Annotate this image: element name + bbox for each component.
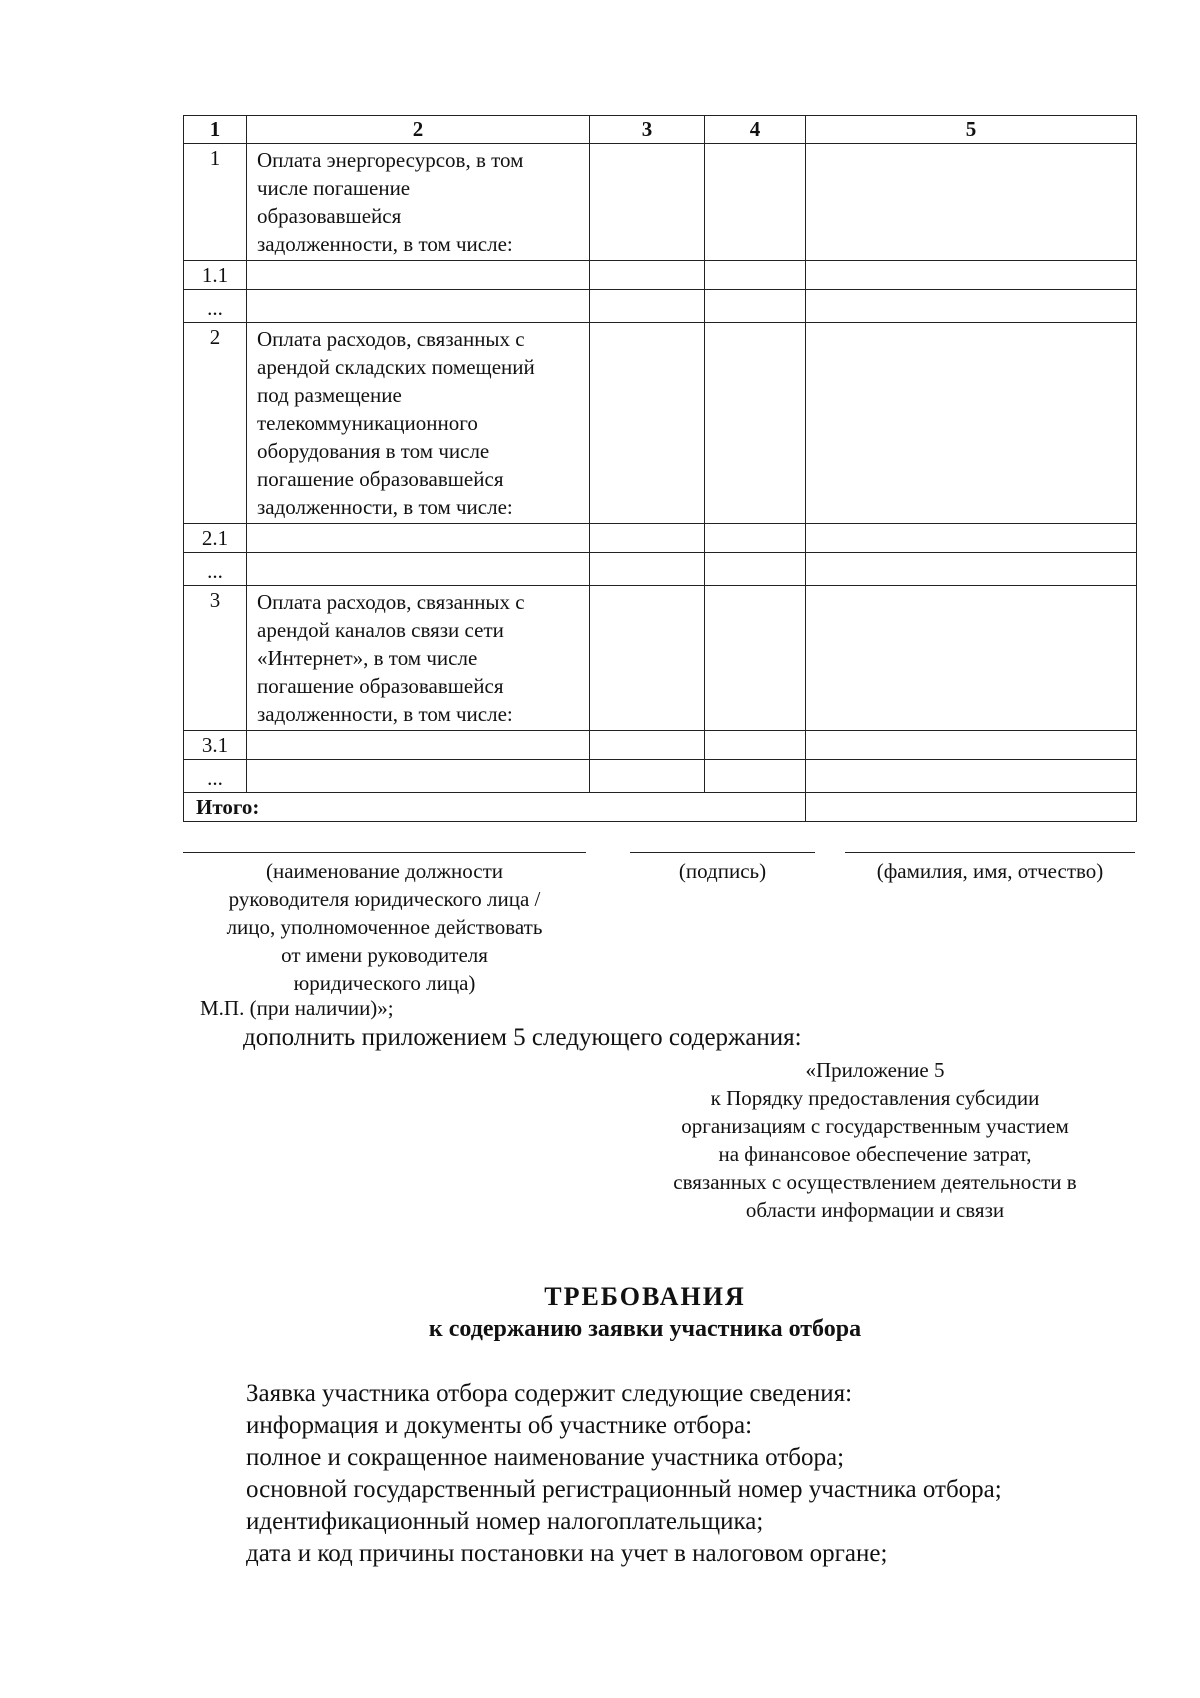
position-caption xyxy=(183,857,586,997)
table-cell xyxy=(247,553,590,586)
description-line: оборудования в том числе xyxy=(257,439,490,463)
table-cell xyxy=(806,144,1137,261)
description-line: погашение образовавшейся xyxy=(257,467,504,491)
table-cell xyxy=(590,586,705,731)
table-cell xyxy=(590,760,705,793)
requirements-body xyxy=(246,1378,1002,1570)
description-line: числе погашение xyxy=(257,176,411,200)
row-number: 2.1 xyxy=(184,524,247,553)
name-caption: (фамилия, имя, отчество) xyxy=(876,859,1104,883)
description-line: Оплата расходов, связанных с xyxy=(257,327,525,351)
table-cell xyxy=(806,261,1137,290)
requirements-title: ТРЕБОВАНИЯ xyxy=(544,1282,746,1311)
body-line: идентификационный номер налогоплательщика; xyxy=(246,1508,764,1535)
body-line: дата и код причины постановки на учет в налоговом органе; xyxy=(246,1540,888,1567)
table-cell xyxy=(590,553,705,586)
description-line: «Интернет», в том числе xyxy=(257,646,478,670)
caption-line: от имени руководителя xyxy=(281,943,488,967)
row-number: 1.1 xyxy=(184,261,247,290)
column-header: 5 xyxy=(806,116,1137,144)
signature-line xyxy=(630,852,815,853)
description-line: задолженности, в том числе: xyxy=(257,495,513,519)
table-cell xyxy=(806,524,1137,553)
table-cell xyxy=(705,261,806,290)
description-line: Оплата расходов, связанных с xyxy=(257,590,525,614)
table-cell xyxy=(247,261,590,290)
description-line: под размещение xyxy=(257,383,402,407)
row-number: ... xyxy=(184,290,247,323)
table-cell xyxy=(705,290,806,323)
description-line: образовавшейся xyxy=(257,204,402,228)
table-row xyxy=(184,524,1137,553)
description-line: погашение образовавшейся xyxy=(257,674,504,698)
table-cell xyxy=(806,586,1137,731)
caption-line: руководителя юридического лица / xyxy=(228,887,541,911)
body-line: информация и документы об участнике отбора: xyxy=(246,1412,753,1439)
table-cell xyxy=(705,731,806,760)
table-row xyxy=(184,553,1137,586)
table-cell xyxy=(590,144,705,261)
signature-caption: (подпись) xyxy=(678,859,767,883)
column-header: 2 xyxy=(247,116,590,144)
table-cell xyxy=(590,524,705,553)
table-cell xyxy=(705,760,806,793)
annex-line: к Порядку предоставления субсидии xyxy=(710,1086,1040,1110)
annex-line: «Приложение 5 xyxy=(805,1058,945,1082)
table-cell xyxy=(806,731,1137,760)
annex-line: организациям с государственным участием xyxy=(681,1114,1069,1138)
row-description xyxy=(247,323,590,524)
supplement-line: дополнить приложением 5 следующего содержания: xyxy=(243,1024,802,1051)
table-cell xyxy=(590,731,705,760)
table-row xyxy=(184,760,1137,793)
total-row xyxy=(184,793,1137,822)
column-header: 3 xyxy=(590,116,705,144)
table-row xyxy=(184,261,1137,290)
table-cell xyxy=(247,524,590,553)
caption-line: юридического лица) xyxy=(293,971,476,995)
description-line: Оплата энергоресурсов, в том xyxy=(257,148,524,172)
description-line: арендой каналов связи сети xyxy=(257,618,504,642)
row-number: 3.1 xyxy=(184,731,247,760)
description-line: задолженности, в том числе: xyxy=(257,702,513,726)
body-line: полное и сокращенное наименование участника отбора; xyxy=(246,1444,845,1471)
table-row xyxy=(184,290,1137,323)
table-cell xyxy=(247,290,590,323)
name-signature-line xyxy=(845,852,1135,853)
position-signature-line xyxy=(183,852,586,853)
table-cell xyxy=(806,553,1137,586)
row-description xyxy=(247,144,590,261)
table-cell xyxy=(806,760,1137,793)
caption-line: (наименование должности xyxy=(265,859,504,883)
annex-line: на финансовое обеспечение затрат, xyxy=(718,1142,1032,1166)
table-cell xyxy=(705,553,806,586)
table-cell xyxy=(705,323,806,524)
description-line: задолженности, в том числе: xyxy=(257,232,513,256)
requirements-subtitle: к содержанию заявки участника отбора xyxy=(428,1316,862,1342)
description-line: телекоммуникационного xyxy=(257,411,478,435)
table-cell xyxy=(705,144,806,261)
row-number: 3 xyxy=(184,586,247,731)
row-number: 1 xyxy=(184,144,247,261)
column-header: 4 xyxy=(705,116,806,144)
table-row xyxy=(184,323,1137,524)
body-line: основной государственный регистрационный номер участника отбора; xyxy=(246,1476,1002,1503)
annex-line: области информации и связи xyxy=(745,1198,1005,1222)
table-row xyxy=(184,731,1137,760)
stamp-note: М.П. (при наличии)»; xyxy=(200,996,394,1020)
table-cell xyxy=(705,586,806,731)
table-cell xyxy=(590,323,705,524)
row-number: 2 xyxy=(184,323,247,524)
total-label: Итого: xyxy=(184,793,806,822)
table-cell xyxy=(590,290,705,323)
costs-table xyxy=(183,115,1137,822)
description-line: арендой складских помещений xyxy=(257,355,535,379)
table-cell xyxy=(806,323,1137,524)
annex-header xyxy=(630,1056,1120,1224)
table-header-row xyxy=(184,116,1137,144)
table-cell xyxy=(590,261,705,290)
caption-line: лицо, уполномоченное действовать xyxy=(226,915,543,939)
table-cell xyxy=(705,524,806,553)
column-header: 1 xyxy=(184,116,247,144)
table-row xyxy=(184,586,1137,731)
row-description xyxy=(247,586,590,731)
total-value-cell xyxy=(806,793,1137,822)
table-cell xyxy=(247,731,590,760)
row-number: ... xyxy=(184,760,247,793)
row-number: ... xyxy=(184,553,247,586)
annex-line: связанных с осуществлением деятельности в xyxy=(673,1170,1077,1194)
table-cell xyxy=(247,760,590,793)
body-line: Заявка участника отбора содержит следующие сведения: xyxy=(246,1380,853,1407)
table-row xyxy=(184,144,1137,261)
table-cell xyxy=(806,290,1137,323)
